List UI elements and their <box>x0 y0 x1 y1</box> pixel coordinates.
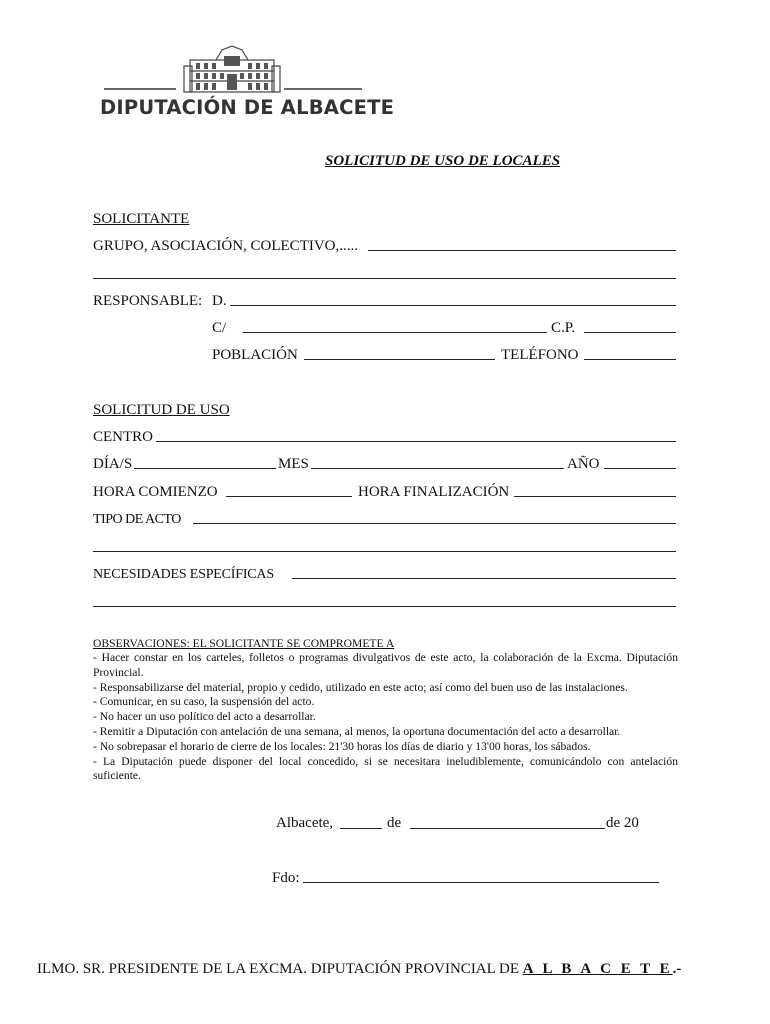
needs-label: NECESIDADES ESPECÍFICAS <box>93 567 274 582</box>
days-field[interactable] <box>134 468 276 469</box>
observation-item: - La Diputación puede disponer del local concedido, si se necesitara ineludiblemente, comunicándolo con antelación suficiente. <box>93 754 678 783</box>
date-day-field[interactable] <box>340 828 382 829</box>
responsable-label: RESPONSABLE: <box>93 293 203 309</box>
applicant-section-title: SOLICITANTE <box>93 211 190 227</box>
group-label: GRUPO, ASOCIACIÓN, COLECTIVO,..... <box>93 238 359 254</box>
year-field[interactable] <box>604 468 676 469</box>
needs-field-line2[interactable] <box>93 606 676 607</box>
center-label: CENTRO <box>93 429 153 445</box>
cp-field[interactable] <box>584 332 676 333</box>
addressee-city: A L B A C E T E <box>522 961 673 977</box>
observation-item: - Responsabilizarse del material, propio y cedido, utilizado en este acto; así como del buen uso de las instalaciones. <box>93 680 628 694</box>
street-label: C/ <box>212 320 227 336</box>
observation-item: - Comunicar, en su caso, la suspensión del acto. <box>93 695 315 709</box>
start-time-field[interactable] <box>226 496 352 497</box>
group-field-line2[interactable] <box>93 278 676 279</box>
phone-field[interactable] <box>584 359 676 360</box>
end-time-label: HORA FINALIZACIÓN <box>358 484 510 500</box>
date-place-label: Albacete, <box>276 815 334 831</box>
addressee-line <box>37 961 681 978</box>
street-field[interactable] <box>243 332 547 333</box>
event-type-field-line2[interactable] <box>93 551 676 552</box>
month-field[interactable] <box>311 468 564 469</box>
observation-item: - No hacer un uso político del acto a desarrollar. <box>93 710 316 724</box>
date-month-field[interactable] <box>410 828 605 829</box>
observations-block <box>93 637 678 784</box>
usage-section-title: SOLICITUD DE USO <box>93 402 230 418</box>
addressee-trailing: .- <box>672 961 682 977</box>
center-field[interactable] <box>156 441 676 442</box>
date-de-label: de <box>387 815 402 831</box>
start-time-label: HORA COMIENZO <box>93 484 218 500</box>
group-field[interactable] <box>368 250 676 251</box>
d-label: D. <box>212 293 227 309</box>
end-time-field[interactable] <box>514 496 676 497</box>
days-label: DÍA/S <box>93 456 133 472</box>
palace-building-icon <box>98 44 366 100</box>
responsable-name-field[interactable] <box>230 305 676 306</box>
form-title: SOLICITUD DE USO DE LOCALES <box>325 153 561 169</box>
city-field[interactable] <box>304 359 495 360</box>
cp-label: C.P. <box>551 320 576 336</box>
city-label: POBLACIÓN <box>212 347 298 363</box>
year-label: AÑO <box>567 456 600 472</box>
month-label: MES <box>278 456 309 472</box>
observation-item: - Remitir a Diputación con antelación de una semana, al menos, la oportuna documentación del acto a desarrollar. <box>93 724 621 738</box>
org-name: DIPUTACIÓN DE ALBACETE <box>100 96 395 119</box>
observations-list <box>93 651 678 784</box>
phone-label: TELÉFONO <box>501 347 579 363</box>
observation-item: - No sobrepasar el horario de cierre de los locales: 21'30 horas los días de diario y 13'00 horas, los sábados. <box>93 739 591 753</box>
event-type-field[interactable] <box>193 523 676 524</box>
observation-item: - Hacer constar en los carteles, folletos o programas divulgativos de este acto, la colaboración de la Excma. Diputación Provincial. <box>93 651 678 679</box>
needs-field[interactable] <box>292 578 676 579</box>
observations-heading: OBSERVACIONES: EL SOLICITANTE SE COMPROMETE A <box>93 637 395 650</box>
signature-field[interactable] <box>303 882 659 883</box>
date-year-prefix: de 20 <box>606 815 639 831</box>
event-type-label: TIPO DE ACTO <box>93 512 181 527</box>
addressee-text: ILMO. SR. PRESIDENTE DE LA EXCMA. DIPUTACIÓN PROVINCIAL DE <box>37 961 519 977</box>
signature-label: Fdo: <box>272 870 300 886</box>
